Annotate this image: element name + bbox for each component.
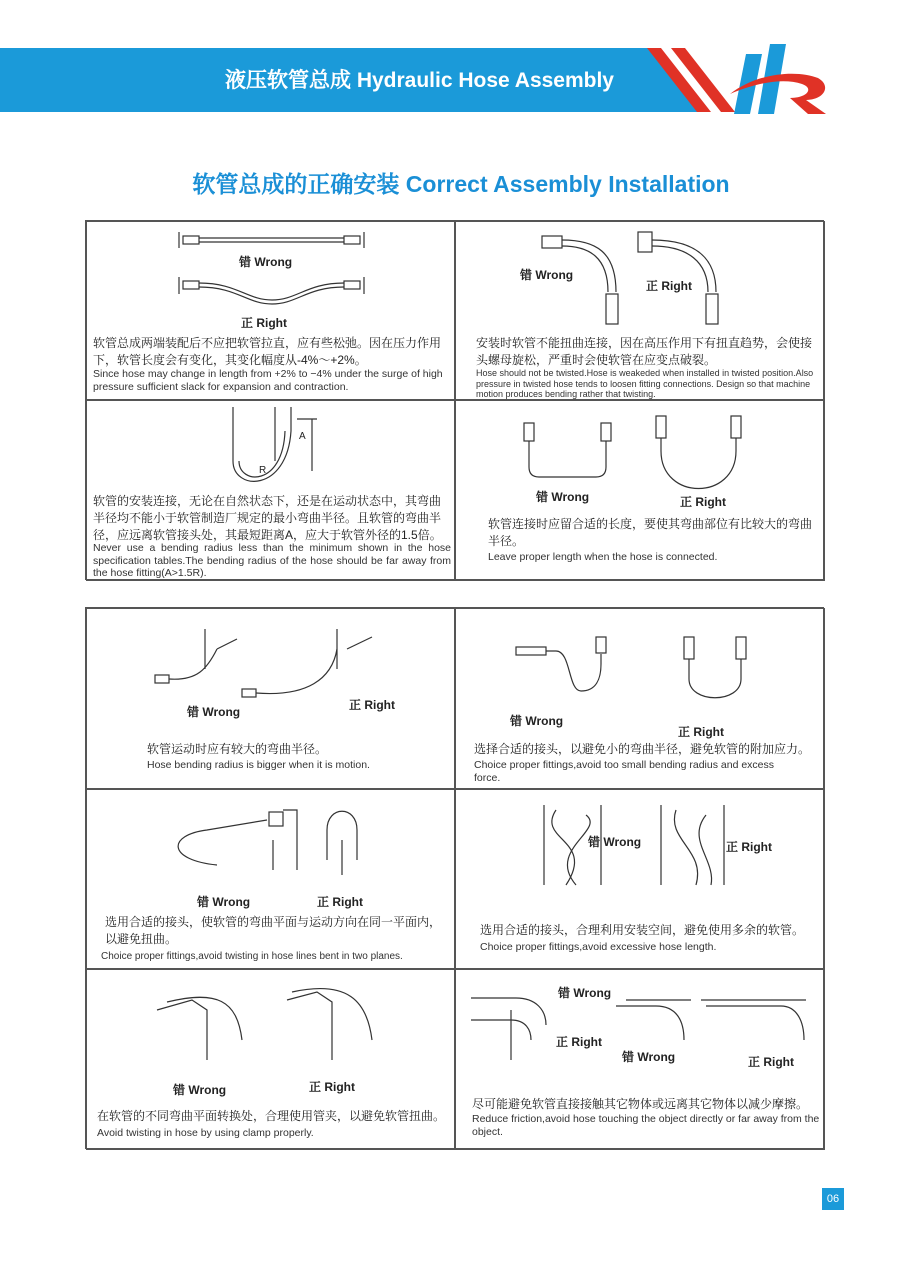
right-label: 正 Right	[680, 495, 726, 509]
cell-slack	[86, 221, 455, 400]
right-label: 正 Right	[317, 895, 363, 909]
cell-same-plane	[86, 789, 455, 969]
instruction-en: Avoid twisting in hose by using clamp properly.	[97, 1127, 314, 1139]
right-label: 正 Right	[748, 1055, 794, 1069]
right-label: 正 Right	[556, 1035, 602, 1049]
clamp-figure	[87, 970, 455, 1070]
dimension-a-label: A	[299, 431, 306, 442]
instruction-zh: 选用合适的接头，使软管的弯曲平面与运动方向在同一平面内，以避免扭曲。	[105, 915, 442, 946]
twisted-hose-figure	[456, 222, 825, 332]
bend-plane-figure	[87, 790, 455, 890]
instruction-en: Never use a bending radius less than the minimum shown in the hose specification tables.The bending radius of the hose should be far away from the hose fitting(A>1.5R).	[93, 542, 451, 579]
instruction-en: Choice proper fittings,avoid excessive hose length.	[480, 941, 717, 953]
cell-friction	[455, 969, 825, 1150]
right-label: 正 Right	[241, 316, 287, 330]
cell-motion-radius	[86, 608, 455, 789]
instruction-zh: 软管运动时应有较大的弯曲半径。	[147, 742, 328, 756]
bending-radius-figure	[87, 401, 455, 501]
wrong-label: 错 Wrong	[239, 255, 293, 269]
right-label: 正 Right	[309, 1080, 355, 1094]
cell-bending-radius	[86, 400, 455, 581]
instruction-en: Reduce friction,avoid hose touching the object directly or far away from the object.	[472, 1113, 820, 1138]
right-label: 正 Right	[349, 698, 395, 712]
installation-table-2	[85, 607, 824, 1149]
company-logo	[728, 42, 838, 117]
instruction-zh: 软管总成两端装配后不应把软管拉直，应有些松弛。因在压力作用下，软管长度会有变化，其变化幅度从-4%～+2%。	[93, 336, 442, 367]
wrong-label: 错 Wrong	[536, 490, 590, 504]
wrong-label: 错 Wrong	[622, 1050, 676, 1064]
right-label: 正 Right	[726, 840, 772, 854]
header-title: 液压软管总成 Hydraulic Hose Assembly	[225, 69, 614, 92]
radius-r-label: R	[259, 465, 267, 476]
instruction-en: Choice proper fittings,avoid too small bending radius and excess force.	[474, 759, 775, 784]
instruction-zh: 安装时软管不能扭曲连接，因在高压作用下有扭直趋势，会使接头螺母旋松，严重时会使软管在应变点破裂。	[476, 336, 813, 367]
instruction-en: Choice proper fittings,avoid twisting in hose lines bent in two planes.	[101, 951, 403, 962]
wrong-label: 错 Wrong	[187, 705, 241, 719]
fittings-figure	[456, 609, 825, 719]
instruction-zh: 选择合适的接头，以避免小的弯曲半径，避免软管的附加应力。	[474, 742, 811, 756]
instruction-zh: 软管的安装连接，无论在自然状态下，还是在运动状态中，其弯曲半径均不能小于软管制造厂规定的最小弯曲半径。且软管的弯曲半径，应远离软管接头处，其最短距离A，应大于软管外径的1.5倍。	[93, 494, 442, 542]
cell-clamp	[86, 969, 455, 1150]
instruction-zh: 在软管的不同弯曲平面转换处，合理使用管夹，以避免软管扭曲。	[97, 1109, 446, 1123]
page-heading: 软管总成的正确安装 Correct Assembly Installation	[192, 171, 730, 197]
motion-radius-figure	[87, 609, 455, 709]
right-label: 正 Right	[678, 725, 724, 739]
instruction-en: Hose should not be twisted.Hose is weakeded when installed in twisted position.Also pressure in twisted hose tends to loosen fitting connections. Design so that machine motion produces bending rather that twisting.	[476, 368, 814, 399]
wrong-label: 错 Wrong	[588, 835, 642, 849]
wrong-label: 错 Wrong	[173, 1083, 227, 1097]
instruction-zh: 选用合适的接头，合理利用安装空间，避免使用多余的软管。	[480, 923, 805, 937]
wrong-label: 错 Wrong	[558, 986, 612, 1000]
wrong-label: 错 Wrong	[520, 268, 574, 282]
instruction-en: Since hose may change in length from +2% to −4% under the surge of high pressure sufficient slack for expansion and contraction.	[93, 368, 443, 393]
instruction-zh: 尽可能避免软管直接接触其它物体或远离其它物体以减少摩擦。	[472, 1097, 809, 1111]
cell-excess-length	[455, 789, 825, 969]
wrong-label: 错 Wrong	[197, 895, 251, 909]
instruction-en: Leave proper length when the hose is connected.	[488, 551, 718, 563]
instruction-en: Hose bending radius is bigger when it is motion.	[147, 759, 370, 771]
right-label: 正 Right	[646, 279, 692, 293]
cell-fittings	[455, 608, 825, 789]
cell-proper-length	[455, 400, 825, 581]
hose-length-figure	[456, 401, 825, 501]
installation-table-1	[85, 220, 824, 580]
instruction-zh: 软管连接时应留合适的长度，要使其弯曲部位有比较大的弯曲半径。	[488, 517, 813, 548]
cell-twist	[455, 221, 825, 400]
page-number: 06	[822, 1188, 844, 1210]
wrong-label: 错 Wrong	[510, 714, 564, 728]
